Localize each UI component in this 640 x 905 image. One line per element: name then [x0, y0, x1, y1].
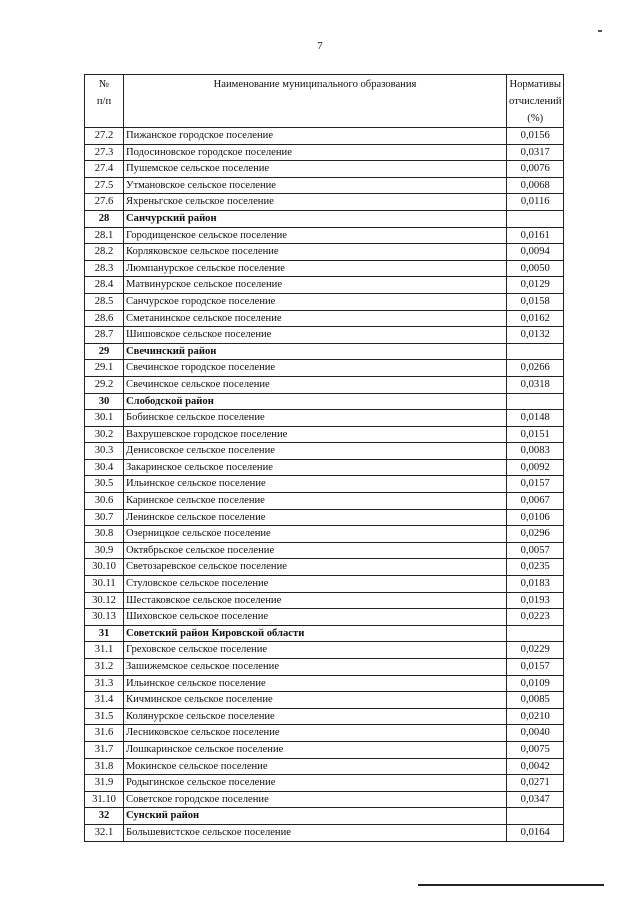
row-number: 27.6 [85, 194, 124, 211]
row-value: 0,0067 [507, 493, 564, 510]
row-number: 27.4 [85, 161, 124, 178]
row-value: 0,0162 [507, 310, 564, 327]
row-number: 31 [85, 625, 124, 642]
table-row [85, 775, 564, 792]
row-number: 30.11 [85, 576, 124, 593]
row-name: Свечинское городское поселение [124, 360, 507, 377]
row-name: Свечинский район [124, 343, 507, 360]
row-name: Пушемское сельское поселение [124, 161, 507, 178]
row-number: 28.1 [85, 227, 124, 244]
row-number: 31.1 [85, 642, 124, 659]
table-row [85, 244, 564, 261]
row-name: Денисовское сельское поселение [124, 443, 507, 460]
header-name-line: Наименование муниципального образования [213, 79, 417, 90]
row-value: 0,0132 [507, 327, 564, 344]
row-name: Матвинурское сельское поселение [124, 277, 507, 294]
row-value [507, 210, 564, 227]
row-value: 0,0094 [507, 244, 564, 261]
row-value: 0,0129 [507, 277, 564, 294]
table-row [85, 509, 564, 526]
row-number: 32.1 [85, 824, 124, 841]
row-number: 31.5 [85, 708, 124, 725]
row-number: 28.3 [85, 260, 124, 277]
row-value [507, 343, 564, 360]
row-name: Ильинское сельское поселение [124, 675, 507, 692]
table-row [85, 493, 564, 510]
row-value: 0,0223 [507, 609, 564, 626]
table-section-row [85, 210, 564, 227]
corner-mark [598, 30, 602, 32]
row-value: 0,0050 [507, 260, 564, 277]
row-value: 0,0076 [507, 161, 564, 178]
row-name: Каринское сельское поселение [124, 493, 507, 510]
row-value: 0,0116 [507, 194, 564, 211]
row-number: 31.10 [85, 791, 124, 808]
table-row [85, 609, 564, 626]
row-number: 32 [85, 808, 124, 825]
table-row [85, 227, 564, 244]
row-number: 30.1 [85, 410, 124, 427]
table-row [85, 758, 564, 775]
table-row [85, 559, 564, 576]
table-row [85, 443, 564, 460]
row-value: 0,0068 [507, 177, 564, 194]
row-number: 30 [85, 393, 124, 410]
table-row [85, 277, 564, 294]
row-number: 30.13 [85, 609, 124, 626]
row-name: Санчурский район [124, 210, 507, 227]
row-name: Лошкаринское сельское поселение [124, 741, 507, 758]
table-row [85, 360, 564, 377]
table-row [85, 741, 564, 758]
row-value: 0,0157 [507, 476, 564, 493]
table-row [85, 293, 564, 310]
row-number: 27.2 [85, 128, 124, 145]
row-name: Озерницкое сельское поселение [124, 526, 507, 543]
row-value: 0,0106 [507, 509, 564, 526]
header-value-line: (%) [527, 113, 544, 124]
row-name: Греховское сельское поселение [124, 642, 507, 659]
page-number: 7 [317, 40, 323, 52]
row-value: 0,0042 [507, 758, 564, 775]
table-row [85, 410, 564, 427]
table-row [85, 144, 564, 161]
row-value: 0,0092 [507, 459, 564, 476]
table-row [85, 376, 564, 393]
table-row [85, 526, 564, 543]
row-value: 0,0157 [507, 659, 564, 676]
table-row [85, 310, 564, 327]
table-row [85, 692, 564, 709]
header-value-line: Нормативы [509, 79, 562, 90]
row-number: 30.9 [85, 542, 124, 559]
row-number: 30.10 [85, 559, 124, 576]
table-header-row [85, 75, 564, 128]
row-number: 28.6 [85, 310, 124, 327]
table-row [85, 576, 564, 593]
row-number: 29.2 [85, 376, 124, 393]
footer-rule [418, 884, 604, 886]
row-name: Светозаревское сельское поселение [124, 559, 507, 576]
row-name: Зашижемское сельское поселение [124, 659, 507, 676]
row-value: 0,0158 [507, 293, 564, 310]
table-section-row [85, 808, 564, 825]
row-name: Советское городское поселение [124, 791, 507, 808]
table-row [85, 791, 564, 808]
row-value: 0,0161 [507, 227, 564, 244]
row-name: Шиховское сельское поселение [124, 609, 507, 626]
row-name: Утмановское сельское поселение [124, 177, 507, 194]
row-number: 30.5 [85, 476, 124, 493]
table-section-row [85, 625, 564, 642]
row-value: 0,0229 [507, 642, 564, 659]
row-value [507, 625, 564, 642]
header-number-line: № [98, 79, 110, 90]
row-name: Кичминское сельское поселение [124, 692, 507, 709]
row-name: Шишовское сельское поселение [124, 327, 507, 344]
row-number: 29.1 [85, 360, 124, 377]
header-number [85, 75, 124, 128]
row-name: Шестаковское сельское поселение [124, 592, 507, 609]
row-value: 0,0085 [507, 692, 564, 709]
row-value: 0,0347 [507, 791, 564, 808]
row-name: Большевистское сельское поселение [124, 824, 507, 841]
table-row [85, 542, 564, 559]
row-name: Мокинское сельское поселение [124, 758, 507, 775]
table-row [85, 659, 564, 676]
row-value: 0,0083 [507, 443, 564, 460]
table-row [85, 708, 564, 725]
row-number: 31.6 [85, 725, 124, 742]
table-body [85, 128, 564, 842]
row-number: 29 [85, 343, 124, 360]
row-name: Ленинское сельское поселение [124, 509, 507, 526]
header-value [507, 75, 564, 128]
table-row [85, 177, 564, 194]
row-name: Бобинское сельское поселение [124, 410, 507, 427]
row-value [507, 393, 564, 410]
row-number: 28 [85, 210, 124, 227]
row-name: Сунский район [124, 808, 507, 825]
row-number: 30.6 [85, 493, 124, 510]
row-name: Вахрушевское городское поселение [124, 426, 507, 443]
table-row [85, 194, 564, 211]
table-row [85, 260, 564, 277]
row-name: Корляковское сельское поселение [124, 244, 507, 261]
table-row [85, 824, 564, 841]
table-row [85, 327, 564, 344]
table-row [85, 592, 564, 609]
row-value: 0,0057 [507, 542, 564, 559]
row-name: Ильинское сельское поселение [124, 476, 507, 493]
row-value: 0,0075 [507, 741, 564, 758]
row-number: 31.8 [85, 758, 124, 775]
row-value: 0,0317 [507, 144, 564, 161]
row-name: Закаринское сельское поселение [124, 459, 507, 476]
row-number: 28.5 [85, 293, 124, 310]
row-name: Подосиновское городское поселение [124, 144, 507, 161]
row-number: 30.12 [85, 592, 124, 609]
row-number: 31.4 [85, 692, 124, 709]
row-number: 31.9 [85, 775, 124, 792]
table-row [85, 642, 564, 659]
row-number: 30.2 [85, 426, 124, 443]
row-name: Стуловское сельское поселение [124, 576, 507, 593]
row-name: Люмпанурское сельское поселение [124, 260, 507, 277]
row-name: Городищенское сельское поселение [124, 227, 507, 244]
table-section-row [85, 343, 564, 360]
header-value-line: отчислений [509, 96, 562, 107]
row-value: 0,0164 [507, 824, 564, 841]
row-value: 0,0151 [507, 426, 564, 443]
row-name: Яхреньгское сельское поселение [124, 194, 507, 211]
row-name: Советский район Кировской области [124, 625, 507, 642]
row-name: Сметанинское сельское поселение [124, 310, 507, 327]
row-name: Лесниковское сельское поселение [124, 725, 507, 742]
row-number: 31.3 [85, 675, 124, 692]
row-value: 0,0318 [507, 376, 564, 393]
table-row [85, 128, 564, 145]
table-row [85, 459, 564, 476]
table-row [85, 161, 564, 178]
row-number: 28.7 [85, 327, 124, 344]
row-number: 28.2 [85, 244, 124, 261]
row-value: 0,0266 [507, 360, 564, 377]
row-number: 30.8 [85, 526, 124, 543]
table-row [85, 426, 564, 443]
row-name: Октябрьское сельское поселение [124, 542, 507, 559]
table-row [85, 476, 564, 493]
row-number: 28.4 [85, 277, 124, 294]
row-number: 30.7 [85, 509, 124, 526]
row-name: Свечинское сельское поселение [124, 376, 507, 393]
header-name [124, 75, 507, 128]
row-name: Колянурское сельское поселение [124, 708, 507, 725]
row-number: 31.7 [85, 741, 124, 758]
row-value: 0,0148 [507, 410, 564, 427]
row-number: 27.3 [85, 144, 124, 161]
row-name: Пижанское городское поселение [124, 128, 507, 145]
row-value: 0,0156 [507, 128, 564, 145]
row-value: 0,0235 [507, 559, 564, 576]
row-name: Слободской район [124, 393, 507, 410]
row-number: 30.4 [85, 459, 124, 476]
row-value: 0,0040 [507, 725, 564, 742]
row-number: 27.5 [85, 177, 124, 194]
row-name: Родыгинское сельское поселение [124, 775, 507, 792]
row-value: 0,0109 [507, 675, 564, 692]
allocation-table [84, 74, 564, 842]
row-number: 30.3 [85, 443, 124, 460]
table-row [85, 725, 564, 742]
row-value: 0,0210 [507, 708, 564, 725]
row-number: 31.2 [85, 659, 124, 676]
table-section-row [85, 393, 564, 410]
row-value [507, 808, 564, 825]
table-row [85, 675, 564, 692]
row-name: Санчурское городское поселение [124, 293, 507, 310]
row-value: 0,0183 [507, 576, 564, 593]
row-value: 0,0296 [507, 526, 564, 543]
row-value: 0,0271 [507, 775, 564, 792]
header-number-line: п/п [96, 96, 112, 107]
row-value: 0,0193 [507, 592, 564, 609]
